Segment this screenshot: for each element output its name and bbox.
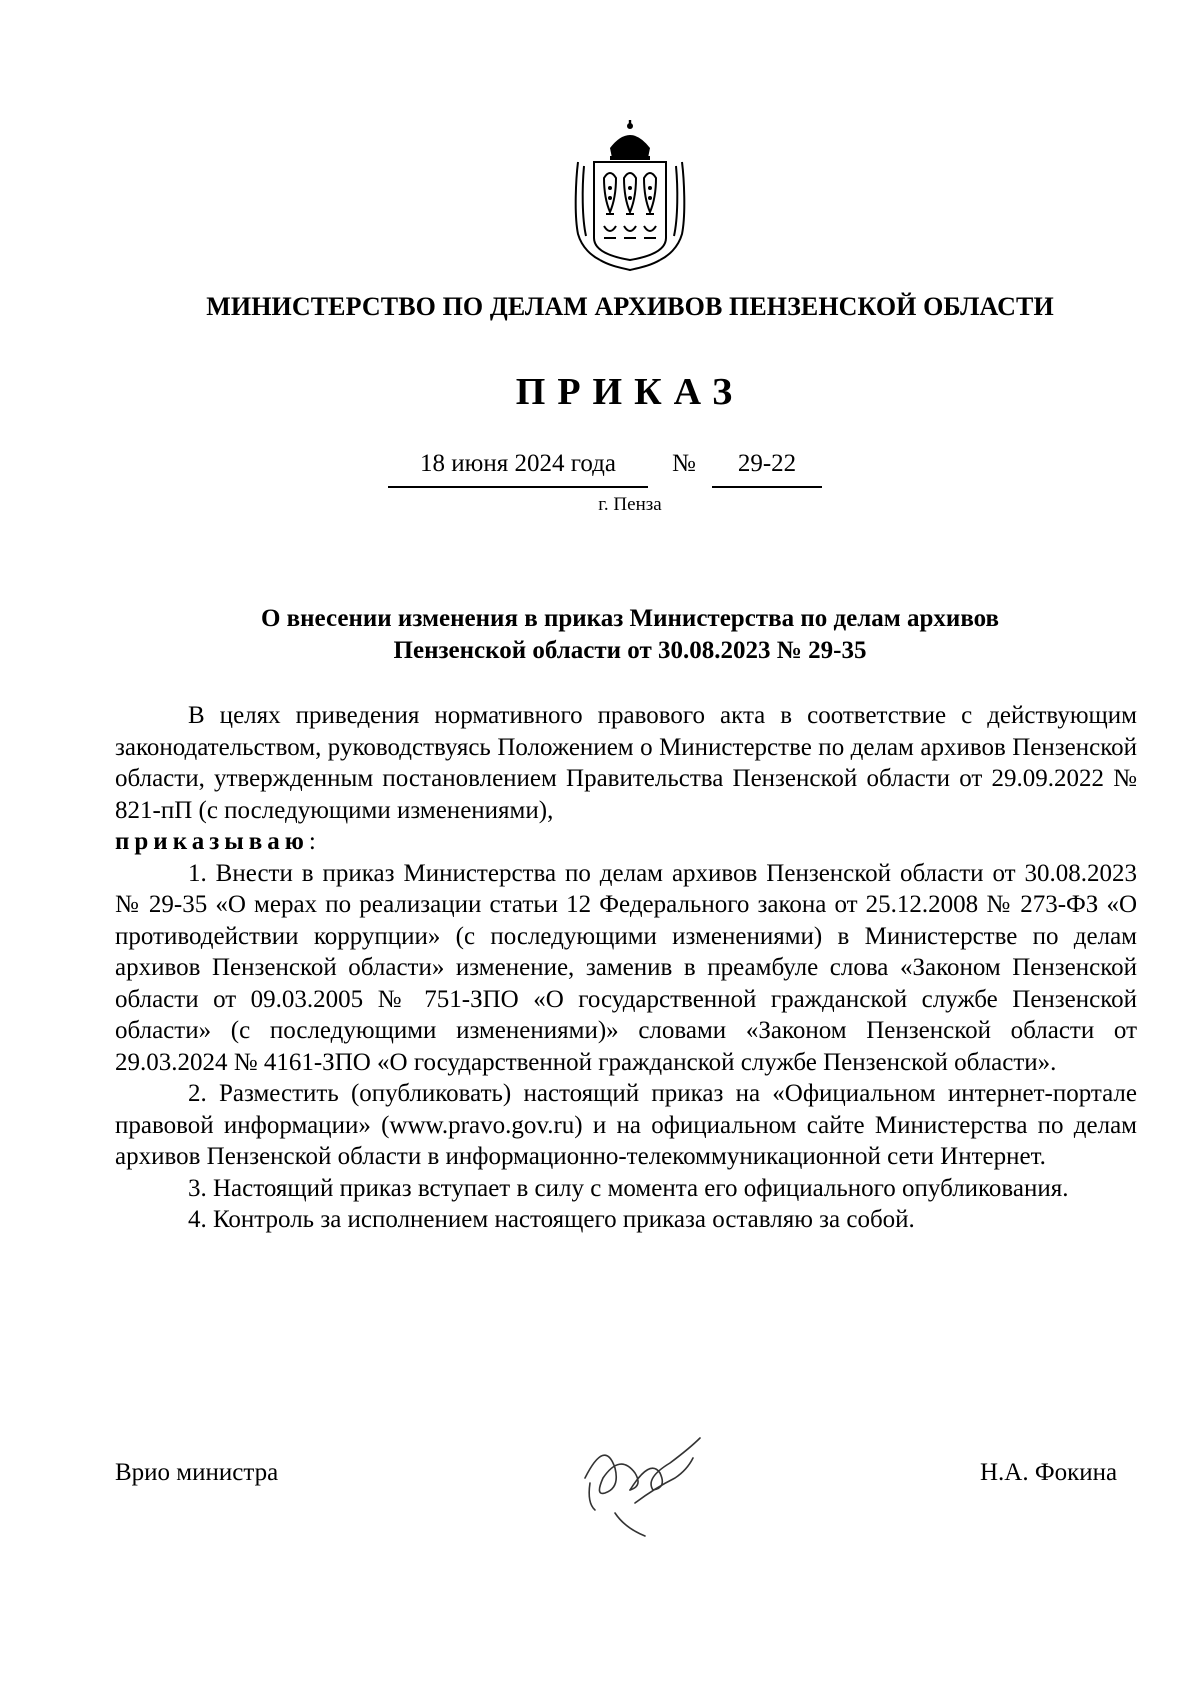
order-item-2: 2. Разместить (опубликовать) настоящий приказ на «Официальном интернет-портале правовой информации» (www.pravo.gov.ru) и на официальном сайте Министерства по делам архивов Пензенской области в информационно-телекоммуникационной сети Интернет. (115, 1080, 1137, 1170)
signatory-position: Врио министра (115, 1459, 279, 1486)
document-type-title: ПРИКАЗ (515, 371, 745, 413)
handwritten-signature (575, 1418, 715, 1548)
order-date-field (388, 446, 648, 488)
order-subject-line-2: Пензенской области от 30.08.2023 № 29-35 (393, 637, 867, 664)
order-colon: : (308, 828, 316, 855)
order-item-3: 3. Настоящий приказ вступает в силу с момента его официального опубликования. (188, 1174, 1069, 1202)
order-body (115, 700, 1137, 1236)
signatory-name: Н.А. Фокина (980, 1459, 1118, 1486)
issue-city: г. Пенза (598, 494, 662, 515)
order-number: 29-22 (737, 450, 797, 477)
order-subject (160, 603, 1100, 667)
coat-of-arms-icon (570, 118, 690, 272)
ministry-name: МИНИСТЕРСТВО ПО ДЕЛАМ АРХИВОВ ПЕНЗЕНСКОЙ ОБЛАСТИ (206, 292, 1054, 321)
number-sign: № (672, 450, 696, 477)
order-word: приказываю (115, 828, 309, 855)
order-number-field (712, 446, 822, 488)
preamble-paragraph: В целях приведения нормативного правового акта в соответствие с действующим законодательством, руководствуясь Положением о Министерстве по делам архивов Пензенской области, утвержденным постановлением Правительства Пензенской области от 29.09.2022 № 821-пП (с последующими изменениями), (115, 702, 1137, 824)
order-item-1: 1. Внести в приказ Министерства по делам архивов Пензенской области от 30.08.2023 № 29-35 «О мерах по реализации статьи 12 Федерального закона от 25.12.2008 № 273-ФЗ «О противодействии коррупции» (с последующими изменениями) в Министерстве по делам архивов Пензенской области» изменение, заменив в преамбуле слова «Законом Пензенской области от 09.03.2005 № 751-ЗПО «О государственной гражданской службе Пензенской области» (с последующими изменениями)» словами «Законом Пензенской области от 29.03.2024 № 4161-ЗПО «О государственной гражданской службе Пензенской области». (115, 859, 1137, 1076)
order-date: 18 июня 2024 года (420, 450, 616, 477)
order-item-4: 4. Контроль за исполнением настоящего приказа оставляю за собой. (188, 1206, 915, 1233)
order-subject-line-1: О внесении изменения в приказ Министерства по делам архивов (260, 605, 1000, 632)
order-directive (115, 826, 1137, 858)
